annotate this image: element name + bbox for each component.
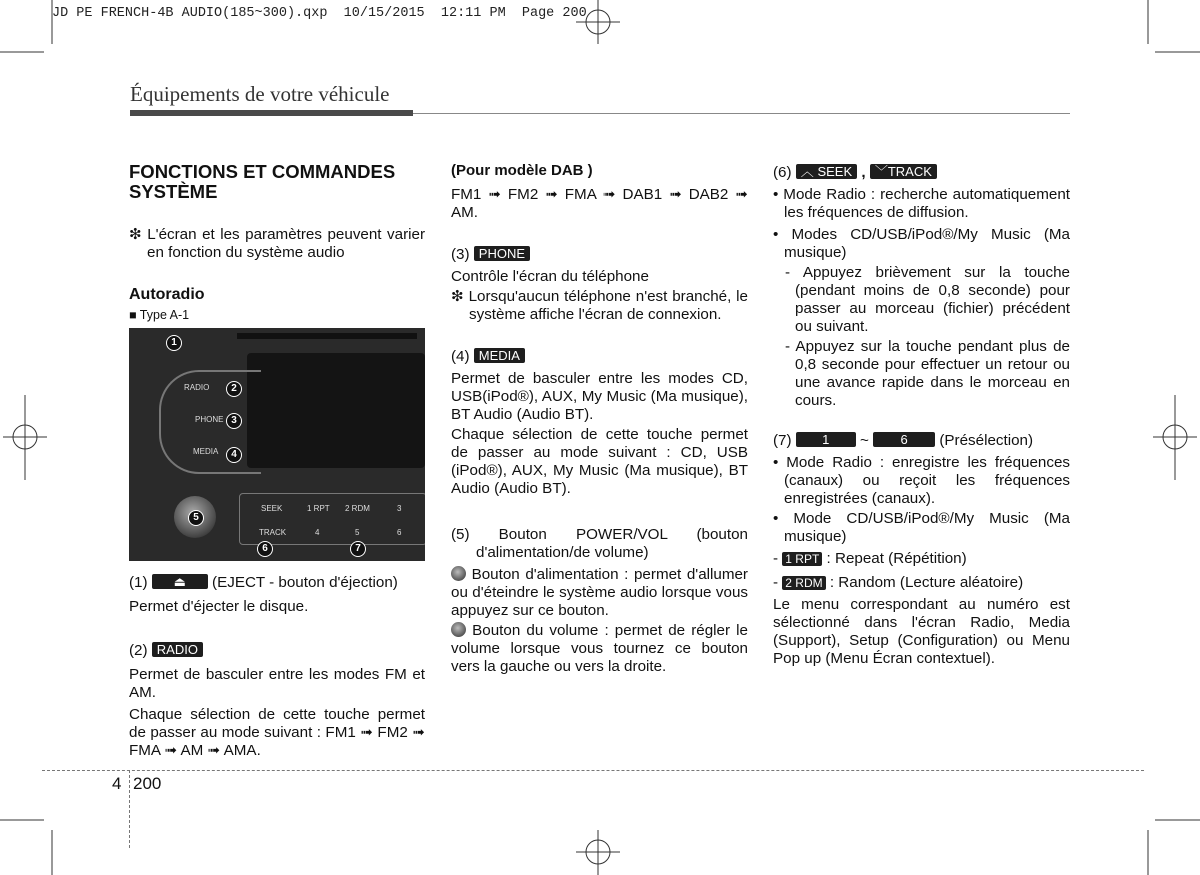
- rdm-badge: 2 RDM: [782, 576, 825, 590]
- phone-text: Contrôle l'écran du téléphone: [451, 268, 649, 285]
- radio-text-2: Chaque sélection de cette touche permet de passer au mode suivant : FM1 ➟ FM2 ➟ FMA ➟ AM ➟ AMA.: [129, 706, 425, 759]
- seek-radio-mode: • Mode Radio : recherche automatiquement les fréquences de diffusion.: [773, 186, 1070, 221]
- phone-badge: PHONE: [474, 246, 530, 261]
- type-label: ■ Type A-1: [129, 308, 190, 322]
- eject-line: (1) ⏏ (EJECT - bouton d'éjection): [129, 574, 398, 591]
- volume-text: Bouton du volume : permet de régler le volume lorsque vous tournez ce bouton vers la gauche ou vers la droite.: [451, 622, 748, 675]
- preset-line: (7) 1 ~ 6 (Présélection): [773, 432, 1034, 449]
- radio-badge: RADIO: [152, 642, 203, 657]
- menu-text: Le menu correspondant au numéro est sélectionné dans l'écran Radio, Media (Support), Setup (Configuration) ou Menu Pop up (Menu Écran contextuel).: [773, 596, 1070, 667]
- dab-sequence: FM1 ➟ FM2 ➟ FMA ➟ DAB1 ➟ DAB2 ➟ AM.: [451, 186, 748, 221]
- radio-unit-image: RADIO PHONE MEDIA SEEK TRACK 1 RPT 2 RDM 3 4 5 6 1 2 3 4 5 6 7: [129, 328, 425, 561]
- footer-rule: [42, 770, 1144, 771]
- preset-cd: • Mode CD/USB/iPod®/My Music (Ma musique): [773, 510, 1070, 545]
- column-1-lower: [129, 574, 425, 760]
- seek-long-press: - Appuyez sur la touche pendant plus de 0,8 seconde pour effectuer un retour ou une avance rapide dans le morceau en cours.: [785, 338, 1070, 409]
- heading-autoradio: Autoradio: [129, 286, 205, 303]
- phone-note: ❇ Lorsqu'aucun téléphone n'est branché, le système affiche l'écran de connexion.: [451, 288, 748, 323]
- seek-cd-modes: • Modes CD/USB/iPod®/My Music (Ma musique): [773, 226, 1070, 261]
- eject-icon: ⏏: [152, 574, 208, 589]
- radio-text-1: Permet de basculer entre les modes FM et AM.: [129, 666, 425, 701]
- rpt-badge: 1 RPT: [782, 552, 822, 566]
- seek-short-press: - Appuyez brièvement sur la touche (pendant moins de 0,8 seconde) pour passer au morceau (fichier) précédent ou suivant.: [785, 264, 1070, 335]
- page-number: 200: [133, 774, 162, 793]
- preset-6-badge: 6: [873, 432, 935, 447]
- chevron-up-icon: ︿: [800, 164, 814, 179]
- power-title: (5) Bouton POWER/VOL (bouton d'alimentation/de volume): [451, 526, 748, 561]
- chapter-number: 4: [112, 774, 122, 793]
- preset-1-badge: 1: [796, 432, 856, 447]
- track-badge: ﹀TRACK: [870, 164, 937, 179]
- radio-line: (2) RADIO: [129, 642, 425, 660]
- power-text: Bouton d'alimentation : permet d'allumer ou d'éteindre le système audio lorsque vous appuyez sur ce bouton.: [451, 566, 748, 619]
- heading-functions: FONCTIONS ET COMMANDES: [129, 161, 396, 182]
- seek-line: (6) ︿ SEEK , ﹀TRACK: [773, 164, 1070, 182]
- dab-title: (Pour modèle DAB ): [451, 162, 593, 179]
- knob-icon: [451, 566, 466, 581]
- seek-badge: ︿ SEEK: [796, 164, 857, 179]
- section-title: Équipements de votre véhicule: [130, 82, 390, 106]
- media-line: (4) MEDIA: [451, 348, 748, 366]
- preset-radio: • Mode Radio : enregistre les fréquences (canaux) ou reçoit les fréquences enregistrées (canaux).: [773, 454, 1070, 507]
- column-2: [451, 162, 748, 676]
- file-header: JD PE FRENCH-4B AUDIO(185~300).qxp 10/15/2015 12:11 PM Page 200: [52, 6, 587, 21]
- footer-divider: [129, 770, 130, 848]
- column-3: [773, 164, 1070, 668]
- eject-text: Permet d'éjecter le disque.: [129, 598, 309, 615]
- title-rule: [130, 110, 413, 116]
- heading-system: SYSTÈME: [129, 181, 218, 202]
- rdm-line: - 2 RDM : Random (Lecture aléatoire): [773, 574, 1024, 591]
- column-1: [129, 162, 425, 324]
- media-text-1: Permet de basculer entre les modes CD, USB(iPod®), AUX, My Music (Ma musique), BT Audio (Audio BT).: [451, 370, 748, 423]
- note-screen: ❇ L'écran et les paramètres peuvent varier en fonction du système audio: [129, 226, 425, 261]
- phone-line: (3) PHONE: [451, 246, 748, 264]
- media-text-2: Chaque sélection de cette touche permet de passer au mode suivant : CD, USB (iPod®), AUX, My Music (Ma musique), BT Audio (Audio BT).: [451, 426, 748, 497]
- knob-icon: [451, 622, 466, 637]
- rpt-line: - 1 RPT : Repeat (Répétition): [773, 550, 967, 567]
- media-badge: MEDIA: [474, 348, 525, 363]
- chevron-down-icon: ﹀: [874, 164, 888, 179]
- title-rule-thin: [413, 113, 1070, 114]
